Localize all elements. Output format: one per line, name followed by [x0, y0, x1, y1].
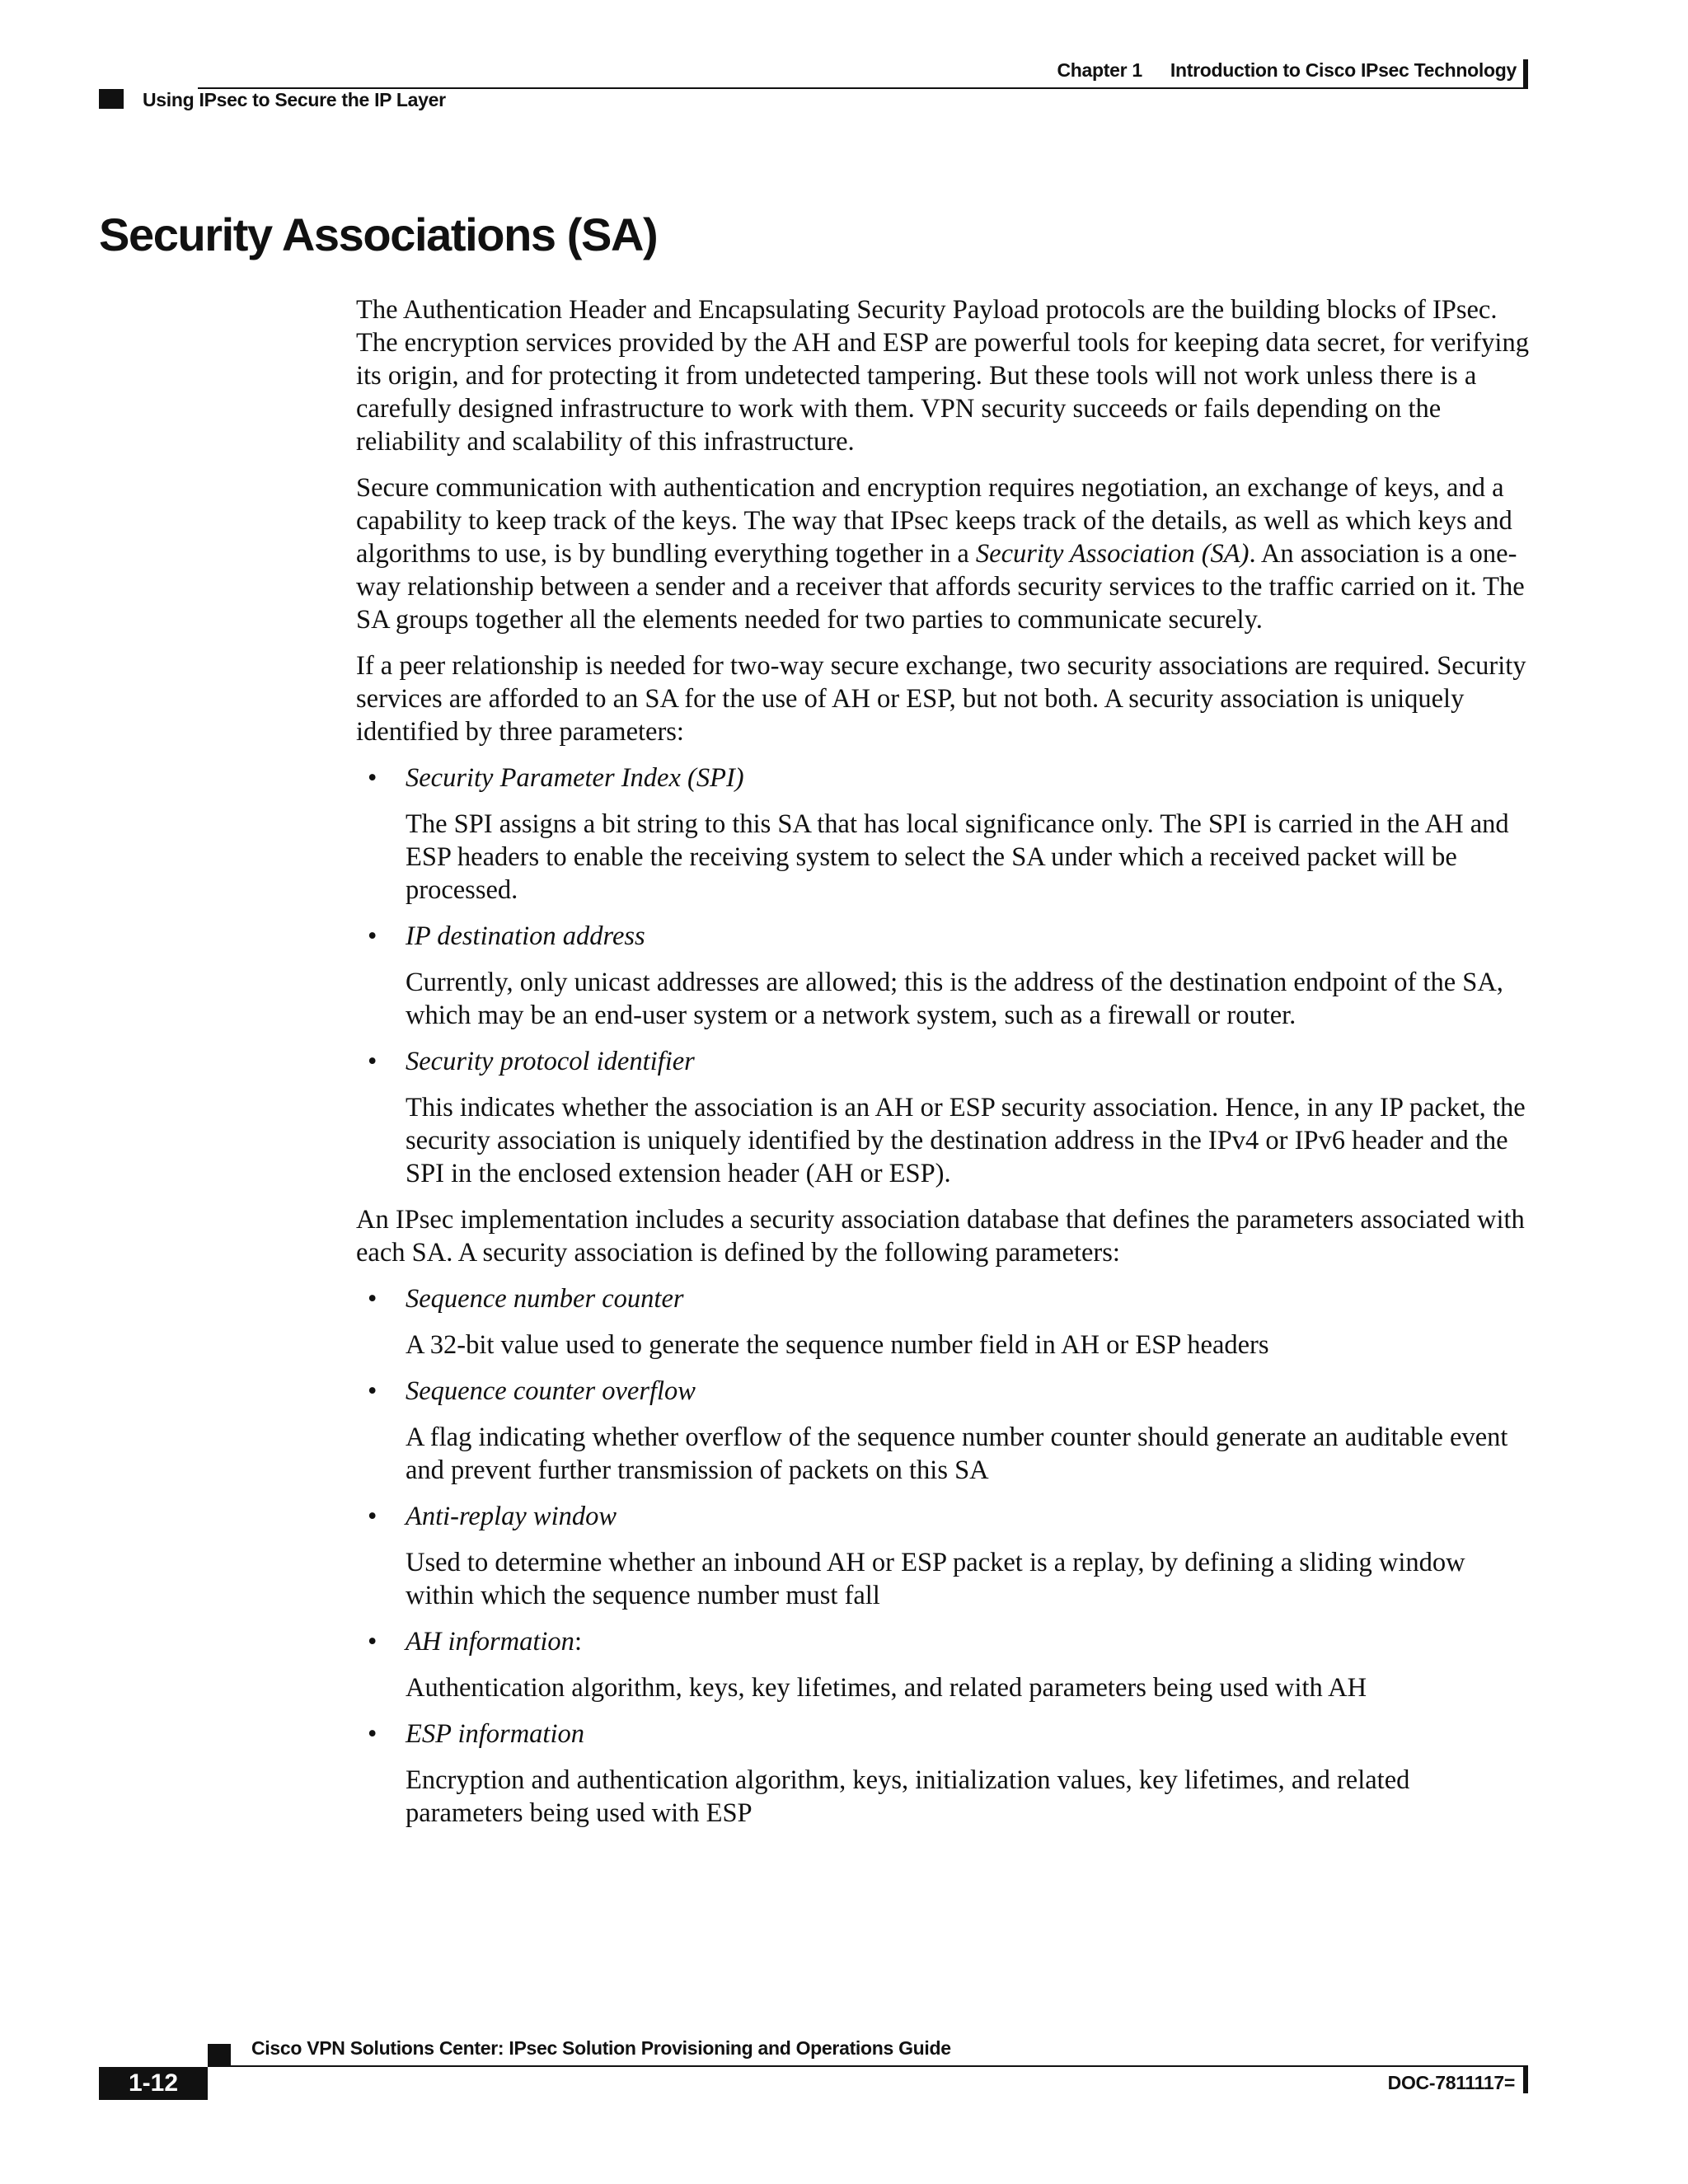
- bullet-icon: •: [368, 1502, 377, 1531]
- list-item: [356, 1375, 1531, 1408]
- list-item: [356, 920, 1531, 953]
- running-header-section: Using IPsec to Secure the IP Layer: [143, 89, 446, 110]
- list-item-term: Security protocol identifier: [406, 1047, 695, 1076]
- list-item-term: AH information: [406, 1627, 574, 1657]
- list-item-term: Sequence counter overflow: [406, 1376, 696, 1406]
- list-item: [356, 1045, 1531, 1078]
- list-item-description: A 32-bit value used to generate the sequence number field in AH or ESP headers: [406, 1330, 1269, 1360]
- list-item-term: Sequence number counter: [406, 1284, 684, 1314]
- body-text: [356, 293, 1531, 1843]
- chapter-number: Chapter 1: [1057, 59, 1142, 81]
- list-item: [356, 1500, 1531, 1533]
- list-item-description: Currently, only unicast addresses are allowed; this is the address of the destination endpoint of the SA, which may be an end-user system or a network system, such as a firewall or router.: [406, 968, 1503, 1030]
- list-item-term: ESP information: [406, 1719, 584, 1749]
- paragraph: The Authentication Header and Encapsulating Security Payload protocols are the building blocks of IPsec. The encryption services provided by the AH and ESP are powerful tools for keeping data secret, for verifying its origin, and for protecting it from undetected tampering. But these tools will not work unless there is a carefully designed infrastructure to work with them. VPN security succeeds or fails depending on the reliability and scalability of this infrastructure.: [356, 295, 1529, 457]
- page-number: 1-12: [99, 2067, 208, 2100]
- list-item-description: This indicates whether the association is an AH or ESP security association. Hence, in any IP packet, the security association is uniquely identified by the destination address in the IPv4 or IPv6 header and the SPI in the enclosed extension header (AH or ESP).: [406, 1093, 1526, 1188]
- footer-book-title: Cisco VPN Solutions Center: IPsec Solution Provisioning and Operations Guide: [251, 2037, 951, 2059]
- footer-marker-square: [208, 2044, 231, 2065]
- bullet-icon: •: [368, 1719, 377, 1749]
- list-item: [356, 1625, 1531, 1658]
- bullet-icon: •: [368, 1376, 377, 1406]
- bullet-icon: •: [368, 921, 377, 951]
- bullet-icon: •: [368, 763, 377, 793]
- bullet-icon: •: [368, 1047, 377, 1076]
- list-item-description: The SPI assigns a bit string to this SA that has local significance only. The SPI is carried in the AH and ESP headers to enable the receiving system to select the SA under which a received packet will be processed.: [406, 809, 1509, 905]
- paragraph-text: Secure communication with authentication and encryption requires negotiation, an exchange of keys, and a capability to keep track of the keys. The way that IPsec keeps track of the details, as well as which keys and algorithms to use, is by bundling everything together in a: [356, 473, 1512, 569]
- section-marker-square: [99, 89, 124, 109]
- footer-rule: [208, 2065, 1528, 2067]
- doc-number: DOC-7811117=: [1387, 2072, 1515, 2093]
- bullet-icon: •: [368, 1627, 377, 1657]
- list-item-term: IP destination address: [406, 921, 645, 951]
- running-header-chapter: [1047, 59, 1517, 82]
- list-item-description: Used to determine whether an inbound AH or ESP packet is a replay, by defining a sliding window within which the sequence number must fall: [406, 1548, 1465, 1610]
- page-title: Security Associations (SA): [99, 209, 658, 260]
- paragraph: An IPsec implementation includes a security association database that defines the parameters associated with each SA. A security association is defined by the following parameters:: [356, 1205, 1525, 1268]
- paragraph: [356, 471, 1531, 636]
- footer-marker-bar: [1523, 2067, 1528, 2093]
- list-item-description: A flag indicating whether overflow of the sequence number counter should generate an auditable event and prevent further transmission of packets on this SA: [406, 1422, 1508, 1485]
- list-item: [356, 1282, 1531, 1315]
- bullet-icon: •: [368, 1284, 377, 1314]
- paragraph-text: . An association is a one-way relationship between a sender and a receiver that affords security services to the traffic carried on it. The SA groups together all the elements needed for two parties to communicate securely.: [356, 539, 1525, 635]
- paragraph: If a peer relationship is needed for two-way secure exchange, two security associations are required. Security services are afforded to an SA for the use of AH or ESP, but not both. A security association is uniquely identified by three parameters:: [356, 651, 1526, 747]
- sa-parameter-list: [356, 1282, 1531, 1830]
- list-item-term: Anti-replay window: [406, 1502, 617, 1531]
- header-marker-bar: [1523, 59, 1528, 87]
- list-item-description: Encryption and authentication algorithm, keys, initialization values, key lifetimes, and related parameters being used with ESP: [406, 1765, 1410, 1828]
- list-item-description: Authentication algorithm, keys, key lifetimes, and related parameters being used with AH: [406, 1673, 1367, 1703]
- list-item: [356, 1718, 1531, 1750]
- parameter-list: [356, 762, 1531, 1190]
- term-emphasis: Security Association (SA): [975, 539, 1250, 569]
- chapter-title: Introduction to Cisco IPsec Technology: [1170, 59, 1517, 81]
- list-item-suffix: :: [574, 1627, 582, 1657]
- list-item-term: Security Parameter Index (SPI): [406, 763, 744, 793]
- list-item: [356, 762, 1531, 794]
